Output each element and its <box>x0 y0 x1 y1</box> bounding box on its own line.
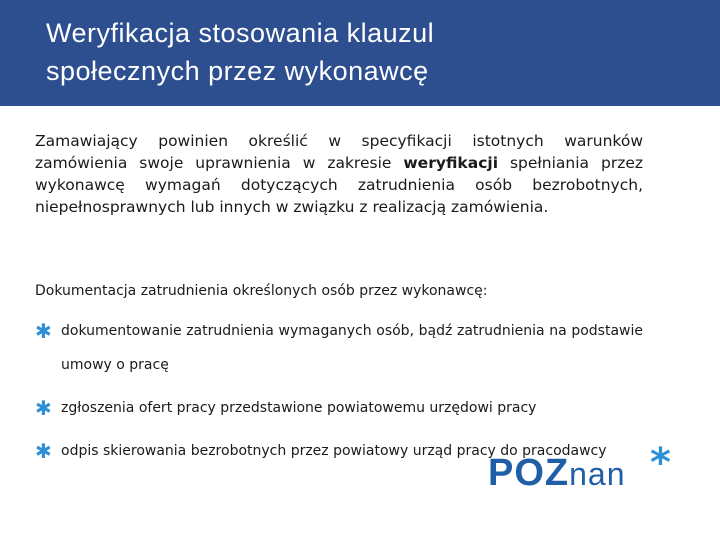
intro-paragraph <box>35 130 643 218</box>
asterisk-bullet-icon: ✱ <box>35 396 52 420</box>
intro-text-after: spełniania przez wykonawcę wymagań dotyczących zatrudnienia osób bezrobotnych, niepełnosprawnych lub innych w związku z realizacją zamówienia. <box>35 154 643 216</box>
logo-star-icon: * <box>650 440 671 486</box>
title-banner <box>0 0 720 106</box>
intro-bold-term: weryfikacji <box>403 154 499 172</box>
list-item-text: zgłoszenia ofert pracy przedstawione powiatowemu urzędowi pracy <box>61 400 537 416</box>
intro-text-before: Zamawiający powinien określić w specyfikacji istotnych warunków zamówienia swoje uprawnienia w zakresie <box>35 132 643 172</box>
logo-wordmark <box>488 452 626 495</box>
title-line-2: społecznych przez wykonawcę <box>46 56 429 86</box>
list-item-text: dokumentowanie zatrudnienia wymaganych osób, bądź zatrudnienia na podstawie umowy o pracę <box>61 323 643 373</box>
asterisk-bullet-icon: ✱ <box>35 319 52 343</box>
title-line-1: Weryfikacja stosowania klauzul <box>46 18 435 48</box>
logo-lower: nan <box>569 456 626 492</box>
list-item <box>35 314 643 382</box>
documentation-heading: Dokumentacja zatrudnienia określonych osób przez wykonawcę: <box>35 283 488 299</box>
list-item-text: odpis skierowania bezrobotnych przez powiatowy urząd pracy do pracodawcy <box>61 443 607 459</box>
asterisk-bullet-icon: ✱ <box>35 439 52 463</box>
list-item <box>35 396 643 420</box>
poznan-logo <box>488 440 688 502</box>
slide-title <box>46 14 686 90</box>
logo-caps: POZ <box>488 452 570 494</box>
